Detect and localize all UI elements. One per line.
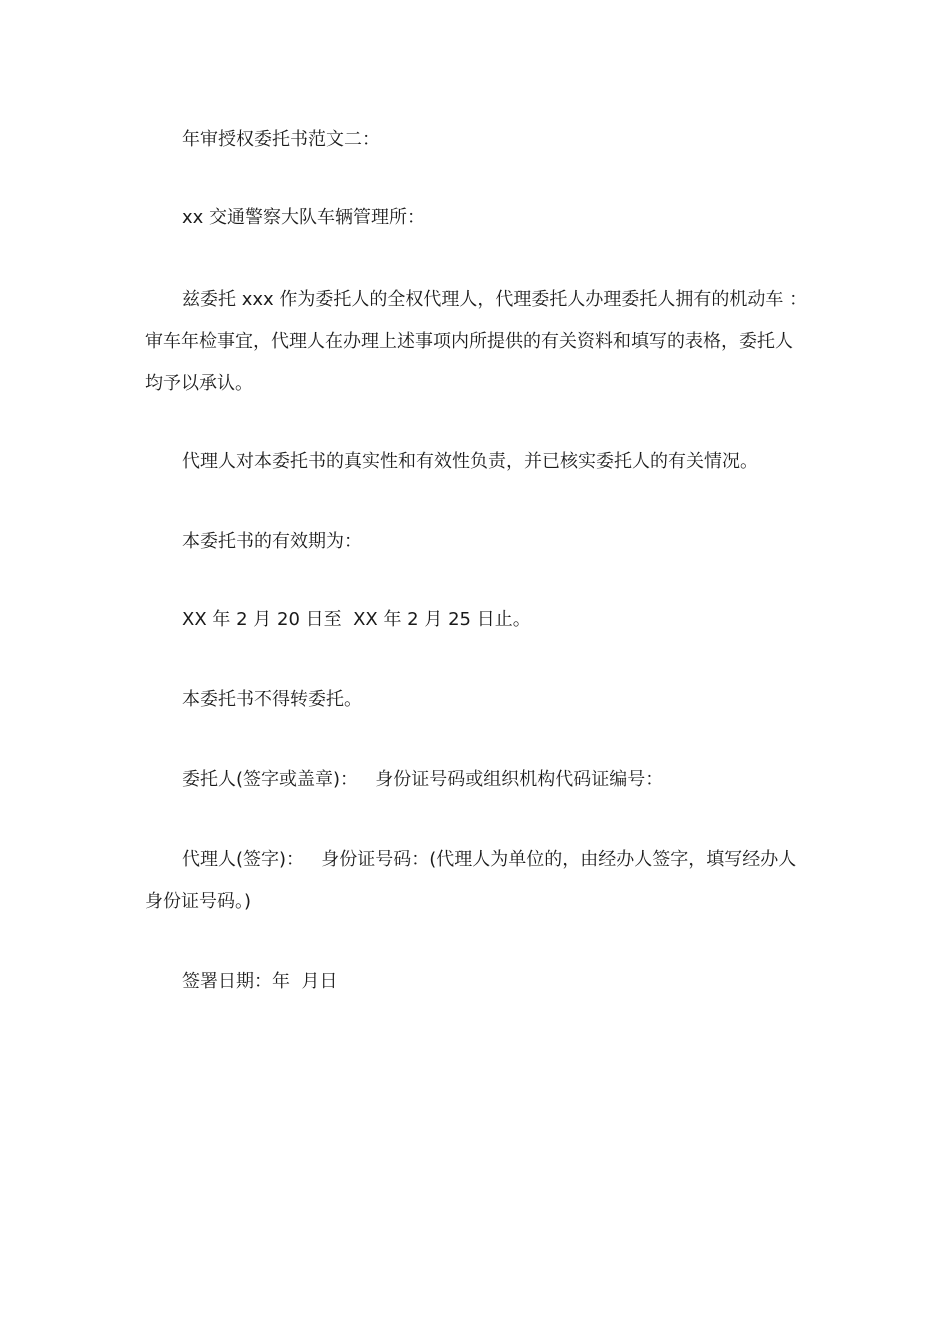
validity-period: XX 年 2 月 20 日至 XX 年 2 月 25 日止。 [182, 609, 531, 630]
no-subdelegation-note: 本委托书不得转委托。 [182, 689, 362, 710]
addressee-line: xx 交通警察大队车辆管理所： [182, 207, 426, 228]
document-heading: 年审授权委托书范文二： [182, 129, 380, 150]
authorization-paragraph: 兹委托 xxx 作为委托人的全权代理人，代理委托人办理委托人拥有的机动车 ： 审车年检事宜，代理人在办理上述事项内所提供的有关资料和填写的表格，委托人均予以承认。 [145, 289, 813, 394]
agent-signature-paragraph: 代理人(签字)： 身份证号码：(代理人为单位的，由经办人签字，填写经办人身份证号码。) [145, 849, 797, 912]
validity-label: 本委托书的有效期为： [182, 531, 362, 552]
principal-signature-line: 委托人(签字或盖章)： 身份证号码或组织机构代码证编号： [182, 769, 664, 790]
signing-date-line: 签署日期：年 月日 [182, 971, 338, 992]
responsibility-paragraph: 代理人对本委托书的真实性和有效性负责，并已核实委托人的有关情况。 [182, 451, 758, 472]
